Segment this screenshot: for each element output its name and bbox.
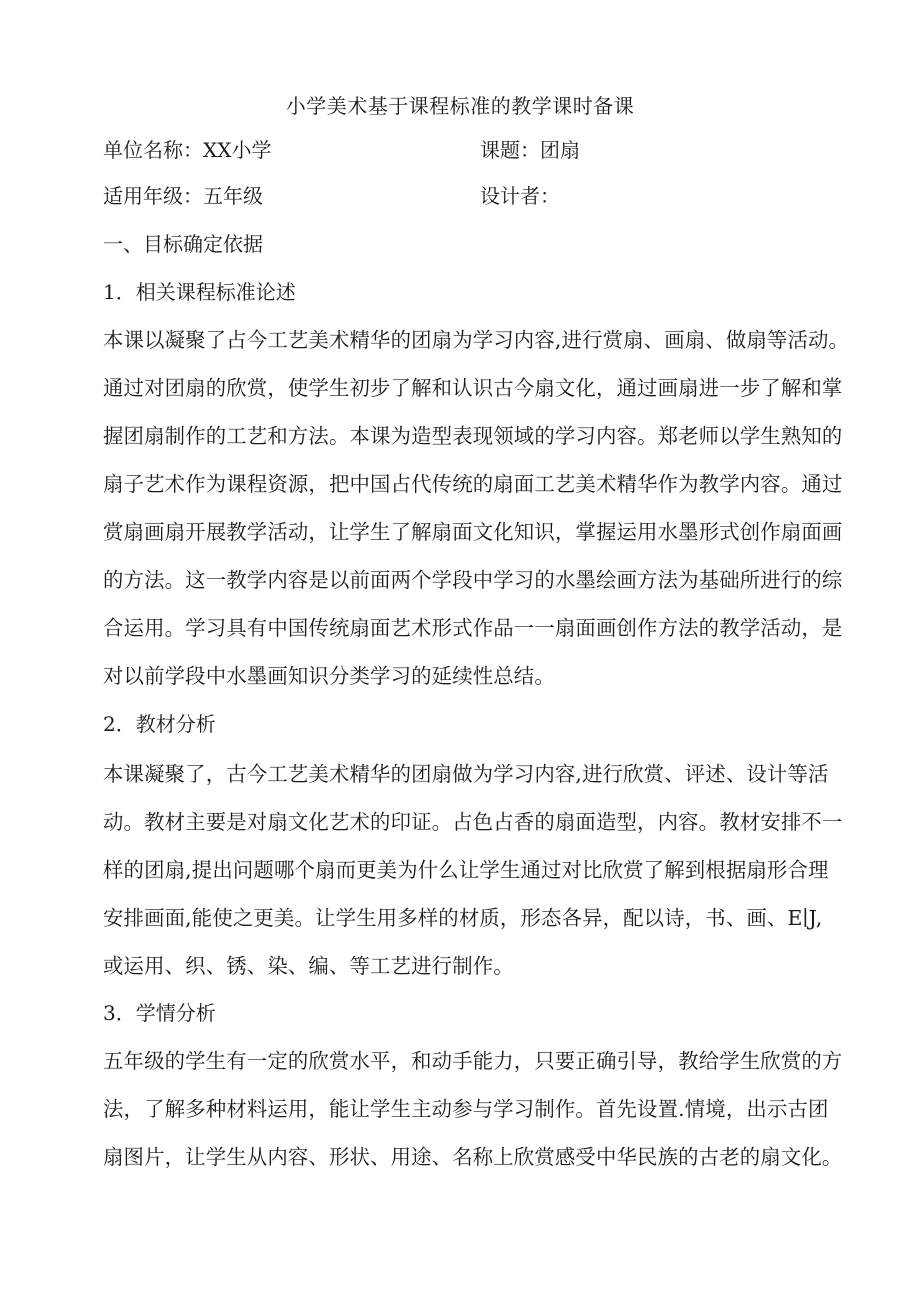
paragraph-line: 通过对团扇的欣赏，使学生初步了解和认识古今扇文化，通过画扇进一步了解和掌 — [103, 376, 843, 400]
designer-field: 设计者： — [480, 184, 560, 208]
paragraph-line: 或运用、织、锈、染、编、等工艺进行制作。 — [103, 954, 514, 978]
paragraph-learner-analysis — [103, 1037, 843, 1181]
paragraph-line: 安排画面,能使之更美。让学生用多样的材质，形态各异，配以诗，书、画、E∣J, — [103, 906, 823, 930]
paragraph-line: 本课凝聚了，古今工艺美术精华的团扇做为学习内容,进行欣赏、评述、设计等活 — [103, 762, 829, 786]
unit-name-field: 单位名称：XX小学 — [103, 138, 272, 162]
paragraph-line: 的方法。这一教学内容是以前面两个学段中学习的水墨绘画方法为基础所进行的综 — [103, 568, 843, 592]
meta-row-unit — [103, 136, 823, 164]
meta-row-grade — [103, 182, 823, 210]
paragraph-curriculum-standards — [103, 316, 850, 700]
lesson-title-field: 课题：团扇 — [480, 138, 580, 162]
paragraph-line: 赏扇画扇开展教学活动，让学生了解扇面文化知识，掌握运用水墨形式创作扇面画 — [103, 520, 843, 544]
section-1-heading: 一、目标确定依据 — [103, 232, 263, 256]
grade-field: 适用年级：五年级 — [103, 184, 263, 208]
document-title: 小学美术基于课程标准的教学课时备课 — [285, 94, 635, 118]
paragraph-line: 动。教材主要是对扇文化艺术的印证。占色占香的扇面造型，内容。教材安排不一 — [103, 810, 843, 834]
paragraph-line: 扇子艺术作为课程资源，把中国占代传统的扇面工艺美术精华作为教学内容。通过 — [103, 472, 843, 496]
subsection-3-heading: 3．学情分析 — [103, 1001, 216, 1025]
paragraph-line: 扇图片，让学生从内容、形状、用途、名称上欣赏感受中华民族的古老的扇文化。 — [103, 1145, 843, 1169]
paragraph-line: 合运用。学习具有中国传统扇面艺术形式作品一一扇面画创作方法的教学活动，是 — [103, 616, 843, 640]
paragraph-line: 法，了解多种材料运用，能让学生主动参与学习制作。首先设置.情境，出示古团 — [103, 1097, 829, 1121]
subsection-2-heading: 2．教材分析 — [103, 712, 216, 736]
paragraph-line: 对以前学段中水墨画知识分类学习的延续性总结。 — [103, 664, 555, 688]
subsection-1-heading: 1．相关课程标准论述 — [103, 280, 296, 304]
paragraph-textbook-analysis — [103, 750, 843, 990]
paragraph-line: 样的团扇,提出问题哪个扇而更美为什么让学生通过对比欣赏了解到根据扇形合理 — [103, 858, 829, 882]
paragraph-line: 本课以凝聚了占今工艺美术精华的团扇为学习内容,进行赏扇、画扇、做扇等活动。 — [103, 328, 850, 352]
paragraph-line: 握团扇制作的工艺和方法。本课为造型表现领域的学习内容。郑老师以学生熟知的 — [103, 424, 843, 448]
paragraph-line: 五年级的学生有一定的欣赏水平，和动手能力，只要正确引导，教给学生欣赏的方 — [103, 1049, 843, 1073]
